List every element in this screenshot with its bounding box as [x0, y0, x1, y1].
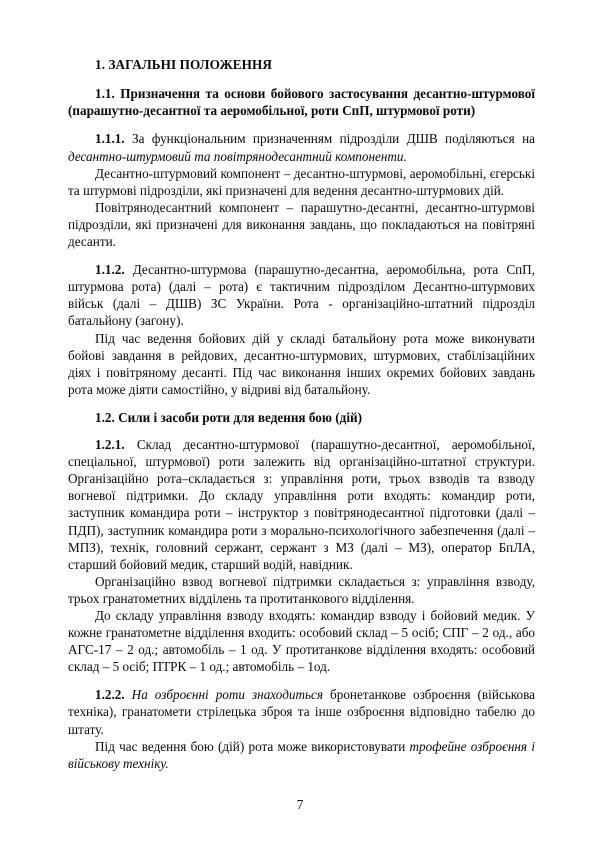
paragraph-1-1-2: [68, 261, 535, 329]
page-number: 7: [296, 797, 304, 812]
paragraph-1-1-2-text: Десантно-штурмова (парашутно-десантна, аеромобільна, рота СпП, штурмова рота) (далі – рота) є тактичним підрозділом Десантно-штурмових військ (далі – ДШВ) ЗС України. Рота - організаційно-штатний підрозділ батальйону (загону).: [68, 262, 535, 329]
paragraph-1-2-1: [68, 436, 535, 573]
paragraph-platoon-staff: До складу управління взводу входять: командир взводу і бойовий медик. У кожне гранатометне відділення входить: особовий склад – 5 осіб; СПГ – 2 од., або АГС-17 – 2 од.; автомобіль – 1 од. У протитанкове відділення входять: особовий склад – 5 осіб; ПТРК – 1 од.; автомобіль – 1од.: [68, 607, 535, 675]
heading-section-1-2: 1.2. Сили і засоби роти для ведення бою (дій): [95, 409, 362, 425]
paragraph-trophy-normal: Під час ведення бою (дій) рота може використовувати: [95, 738, 410, 754]
paragraph-number-1-1-2: 1.1.2.: [95, 262, 125, 278]
paragraph-1-1-1: [68, 130, 535, 164]
paragraph-combat-operations: Під час ведення бойових дій у складі батальйону рота може виконувати бойові завдання в рейдових, десантно-штурмових, штурмових, стабілізаційних діях і повітряному десанті. Під час виконання інших окремих бойових завдань рота може діяти самостійно, у відриві від батальйону.: [68, 330, 535, 397]
paragraph-trophy-italic: трофейне озброєння і військову техніку.: [68, 738, 535, 771]
paragraph-trophy-weapons: [68, 738, 535, 772]
page-content: [68, 56, 535, 772]
heading-section-1-1: [68, 85, 535, 119]
paragraph-number-1-1-1: 1.1.1.: [95, 131, 125, 147]
heading-1-1-text: Призначення та основи бойового застосування десантно-штурмової (парашутно-десантної та аеромобільної, роти СпП, штурмової роти): [68, 86, 535, 119]
paragraph-assault-component: Десантно-штурмовий компонент – десантно-штурмові, аеромобільні, єгерські та штурмові підрозділи, які призначені для ведення десантно-штурмових дій.: [68, 165, 535, 198]
heading-section-1: 1. ЗАГАЛЬНІ ПОЛОЖЕННЯ: [95, 57, 272, 72]
paragraph-1-2-2-italic: На озброєнні роти знаходиться: [124, 687, 331, 703]
heading-1-1-number: 1.1.: [95, 86, 115, 102]
paragraph-1-1-1-italic: десантно-штурмовий та повітрянодесантний компоненти.: [68, 148, 407, 164]
paragraph-fire-support-platoon: Організаційно взвод вогневої підтримки складається з: управління взводу, трьох гранатометних відділень та протитанкового відділення.: [68, 573, 535, 606]
paragraph-1-2-2: [68, 686, 535, 737]
paragraph-airborne-component: Повітрянодесантний компонент – парашутно-десантні, десантно-штурмові підрозділи, які призначені для виконання завдань, що покладаються на повітряні десанти.: [68, 199, 535, 250]
paragraph-1-2-2-normal: бронетанкове озброєння (військова техніка), гранатомети стрілецька зброя та інше озброєння відповідно табелю до штату.: [68, 687, 535, 737]
paragraph-1-2-1-text: Склад десантно-штурмової (парашутно-десантної, аеромобільної, спеціальної, штурмової) роти залежить від організаційно-штатної структури. Організаційно рота–складається з: управління роти, трьох взводів та взводу вогневої підтримки. До складу управління роти входять: командир роти, заступник командира роти – інструктор з повітрянодесантної підготовки (далі – ПДП), заступник командира роти з морально-психологічного забезпечення (далі – МПЗ), технік, головний сержант, сержант з МЗ (далі – МЗ), оператор БпЛА, старший бойовий медик, старший водій, навідник.: [68, 437, 535, 572]
paragraph-number-1-2-1: 1.2.1.: [95, 437, 125, 453]
paragraph-number-1-2-2: 1.2.2.: [95, 687, 125, 703]
paragraph-1-1-1-normal: За функціональним призначенням підрозділи ДШВ поділяються на: [124, 131, 535, 147]
